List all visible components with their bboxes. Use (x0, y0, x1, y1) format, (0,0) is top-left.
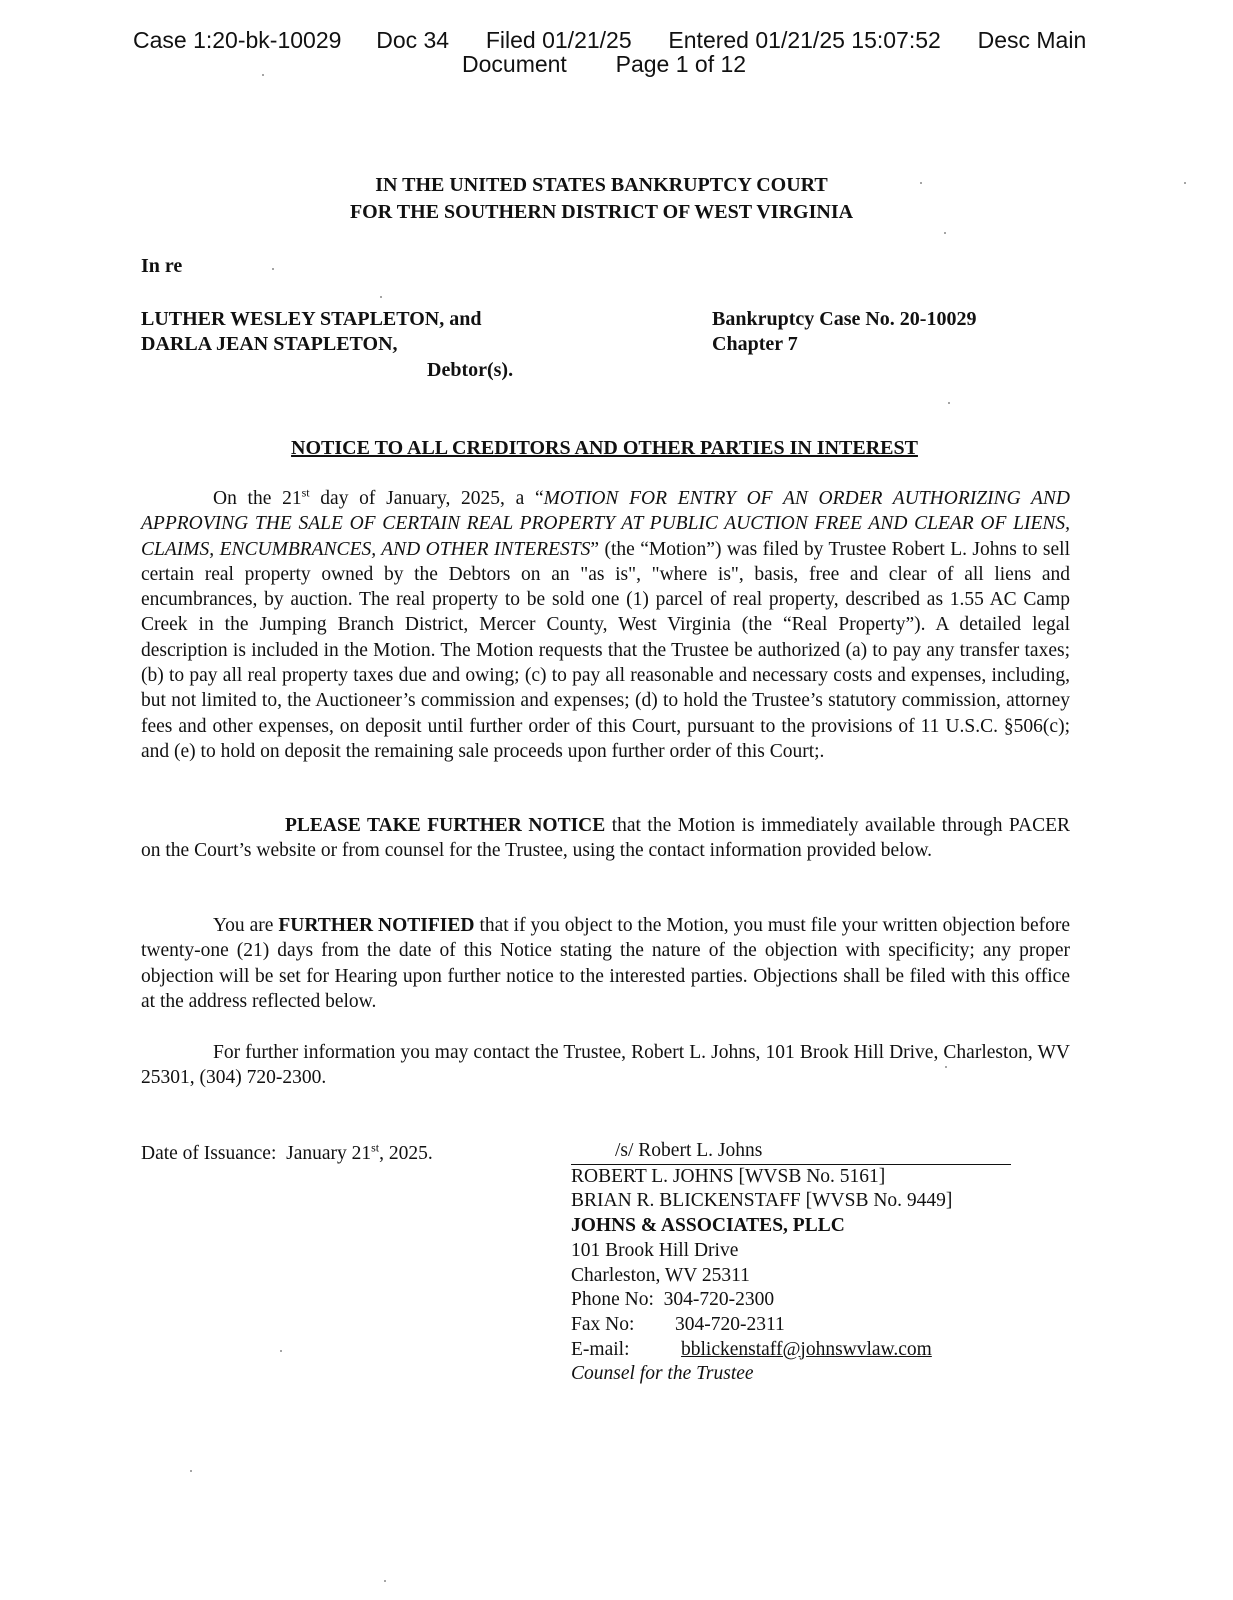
scan-speck (280, 1350, 282, 1352)
attorney-1: ROBERT L. JOHNS [WVSB No. 5161] (571, 1165, 886, 1187)
scan-speck (945, 1066, 947, 1068)
scan-speck (190, 1470, 192, 1472)
firm-address-1: 101 Brook Hill Drive (571, 1239, 739, 1261)
desc-stamp: Desc Main (977, 27, 1087, 53)
scan-speck (944, 232, 946, 234)
fax-number: 304-720-2311 (675, 1313, 785, 1335)
case-info (712, 307, 976, 357)
in-re-label: In re (141, 255, 183, 277)
law-firm-name: JOHNS & ASSOCIATES, PLLC (571, 1215, 845, 1237)
chapter-label: Chapter 7 (712, 333, 798, 355)
phone-line: Phone No: 304-720-2300 (571, 1289, 775, 1311)
further-notice-emphasis: PLEASE TAKE FURTHER NOTICE (285, 815, 606, 836)
firm-address-2: Charleston, WV 25311 (571, 1264, 750, 1286)
phone-number: 304-720-2300 (663, 1289, 775, 1311)
bankruptcy-case-number: Bankruptcy Case No. 20-10029 (712, 308, 977, 330)
debtors-label: Debtor(s). (427, 359, 514, 381)
scan-speck (1184, 182, 1186, 184)
email-link[interactable]: bblickenstaff@johnswvlaw.com (681, 1338, 932, 1360)
further-notice-paragraph: PLEASE TAKE FURTHER NOTICE that the Motion is immediately available through PACER on the Court’s website or from counsel for the Trustee, using the contact information provided below. (141, 815, 1070, 862)
email-line: E-mail: bblickenstaff@johnswvlaw.com (571, 1338, 932, 1360)
scan-speck (920, 182, 922, 184)
court-name-line-2: FOR THE SOUTHERN DISTRICT OF WEST VIRGINIA (349, 201, 854, 223)
court-name (0, 172, 1218, 226)
signature-line (571, 1139, 1011, 1165)
debtor-names (141, 307, 482, 357)
signature-block (571, 1139, 1011, 1387)
fax-line: Fax No: 304-720-2311 (571, 1313, 785, 1335)
debtor-1: LUTHER WESLEY STAPLETON, and (141, 308, 482, 330)
scan-speck (262, 74, 264, 76)
notice-title: NOTICE TO ALL CREDITORS AND OTHER PARTIES IN INTEREST (291, 437, 918, 459)
counsel-role: Counsel for the Trustee (571, 1363, 754, 1385)
entered-date-stamp: Entered 01/21/25 15:07:52 (668, 27, 941, 53)
attorney-2: BRIAN R. BLICKENSTAFF [WVSB No. 9449] (571, 1190, 953, 1212)
document-label: Document (462, 51, 567, 77)
objection-paragraph: You are FURTHER NOTIFIED that if you object to the Motion, you must file your written objection before twenty-one (21) days from the date of this Notice stating the nature of the objection with specificity; any proper objection will be set for Hearing upon further notice to the interested parties. Objections shall be filed with this office at the address reflected below. (141, 915, 1070, 1012)
doc-number-stamp: Doc 34 (376, 27, 450, 53)
further-notified-emphasis: FURTHER NOTIFIED (278, 915, 475, 936)
filed-date-stamp: Filed 01/21/25 (485, 27, 632, 53)
scan-speck (948, 402, 950, 404)
debtor-2: DARLA JEAN STAPLETON, (141, 333, 398, 355)
page-indicator: Page 1 of 12 (615, 51, 747, 77)
court-name-line-1: IN THE UNITED STATES BANKRUPTCY COURT (375, 174, 828, 196)
scan-speck (272, 268, 274, 270)
contact-paragraph: For further information you may contact the Trustee, Robert L. Johns, 101 Brook Hill Drive, Charleston, WV 25301, (304) 720-2300. (141, 1042, 1070, 1089)
scan-speck (384, 1580, 386, 1582)
motion-title: MOTION FOR ENTRY OF AN ORDER AUTHORIZING AND APPROVING THE SALE OF CERTAIN REAL PROPERTY AT PUBLIC AUCTION FREE AND CLEAR OF LIENS, CLAIMS, ENCUMBRANCES, AND OTHER INTERESTS (141, 488, 1070, 560)
date-of-issuance: Date of Issuance: January 21st, 2025. (141, 1140, 433, 1164)
scan-speck (380, 296, 382, 298)
ecf-header-line-1 (133, 27, 1086, 53)
motion-paragraph: On the 21st day of January, 2025, a “MOTION FOR ENTRY OF AN ORDER AUTHORIZING AND APPROVING THE SALE OF CERTAIN REAL PROPERTY AT PUBLIC AUCTION FREE AND CLEAR OF LIENS, CLAIMS, ENCUMBRANCES, AND OTHER INTERESTS” (the “Motion”) was filed by Trustee Robert L. Johns to sell certain real property owned by the Debtors on an "as is", "where is", basis, free and clear of all liens and encumbrances, by auction. The real property to be sold one (1) parcel of real property, described as 1.55 AC Camp Creek in the Jumping Branch District, Mercer County, West Virginia (the “Real Property”). A detailed legal description is included in the Motion. The Motion requests that the Trustee be authorized (a) to pay any transfer taxes; (b) to pay all real property taxes due and owing; (c) to pay all reasonable and necessary costs and expenses, including, but not limited to, the Auctioneer’s commission and expenses; (d) to hold the Trustee’s statutory commission, attorney fees and other expenses, on deposit until further order of this Court, pursuant to the provisions of 11 U.S.C. §506(c); and (e) to hold on deposit the remaining sale proceeds upon further order of this Court;. (141, 485, 1071, 762)
case-number-stamp: Case 1:20-bk-10029 (133, 27, 342, 53)
ecf-header-line-2 (462, 51, 746, 77)
electronic-signature: /s/ Robert L. Johns (615, 1140, 763, 1161)
